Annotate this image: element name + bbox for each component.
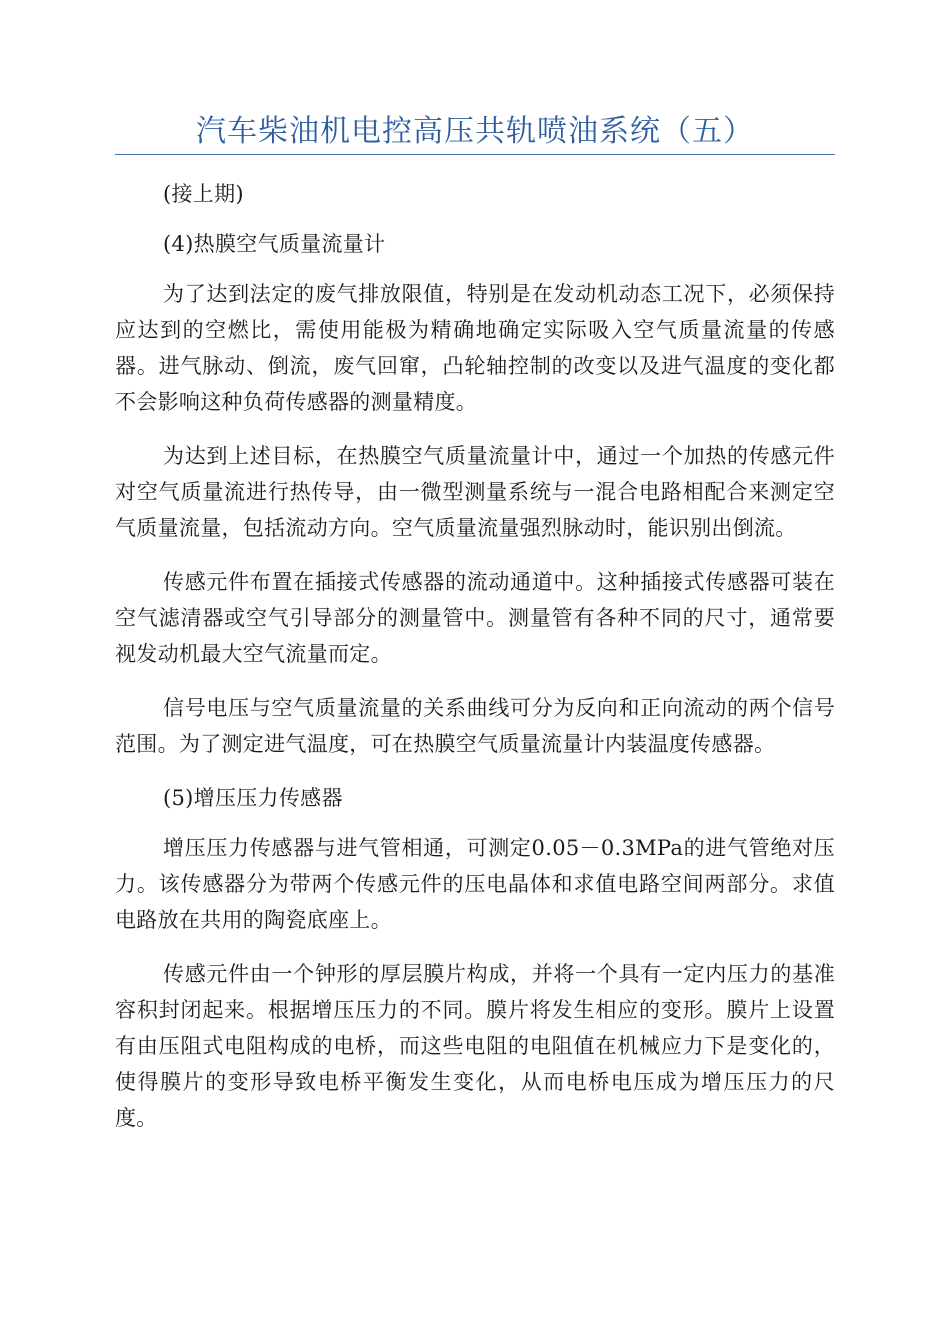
section-heading-boost-pressure-sensor: (5)增压压力传感器 xyxy=(163,786,343,810)
title-underline xyxy=(115,154,835,155)
paragraph: 为了达到法定的废气排放限值，特别是在发动机动态工况下，必须保持应达到的空燃比，需使用能极为精确地确定实际吸入空气质量流量的传感器。进气脉动、倒流，废气回窜，凸轮轴控制的改变以及进气温度的变化都不会影响这种负荷传感器的测量精度。 xyxy=(115,282,835,414)
document-body xyxy=(115,176,835,1154)
paragraph-continuation-note: (接上期) xyxy=(163,182,244,206)
paragraph: 传感元件布置在插接式传感器的流动通道中。这种插接式传感器可装在空气滤清器或空气引导部分的测量管中。测量管有各种不同的尺寸，通常要视发动机最大空气流量而定。 xyxy=(115,570,835,666)
section-heading-air-mass-meter: (4)热膜空气质量流量计 xyxy=(163,232,386,256)
paragraph: 增压压力传感器与进气管相通，可测定0.05－0.3MPa的进气管绝对压力。该传感器分为带两个传感元件的压电晶体和求值电路空间两部分。求值电路放在共用的陶瓷底座上。 xyxy=(115,836,835,932)
paragraph: 传感元件由一个钟形的厚层膜片构成，并将一个具有一定内压力的基准容积封闭起来。根据增压压力的不同。膜片将发生相应的变形。膜片上设置有由压阻式电阻构成的电桥，而这些电阻的电阻值在机械应力下是变化的，使得膜片的变形导致电桥平衡发生变化，从而电桥电压成为增压压力的尺度。 xyxy=(115,962,835,1130)
document-title: 汽车柴油机电控高压共轨喷油系统（五） xyxy=(196,114,754,149)
paragraph: 为达到上述目标，在热膜空气质量流量计中，通过一个加热的传感元件对空气质量流进行热传导，由一微型测量系统与一混合电路相配合来测定空气质量流量，包括流动方向。空气质量流量强烈脉动时，能识别出倒流。 xyxy=(115,444,835,540)
paragraph: 信号电压与空气质量流量的关系曲线可分为反向和正向流动的两个信号范围。为了测定进气温度，可在热膜空气质量流量计内装温度传感器。 xyxy=(115,696,835,756)
